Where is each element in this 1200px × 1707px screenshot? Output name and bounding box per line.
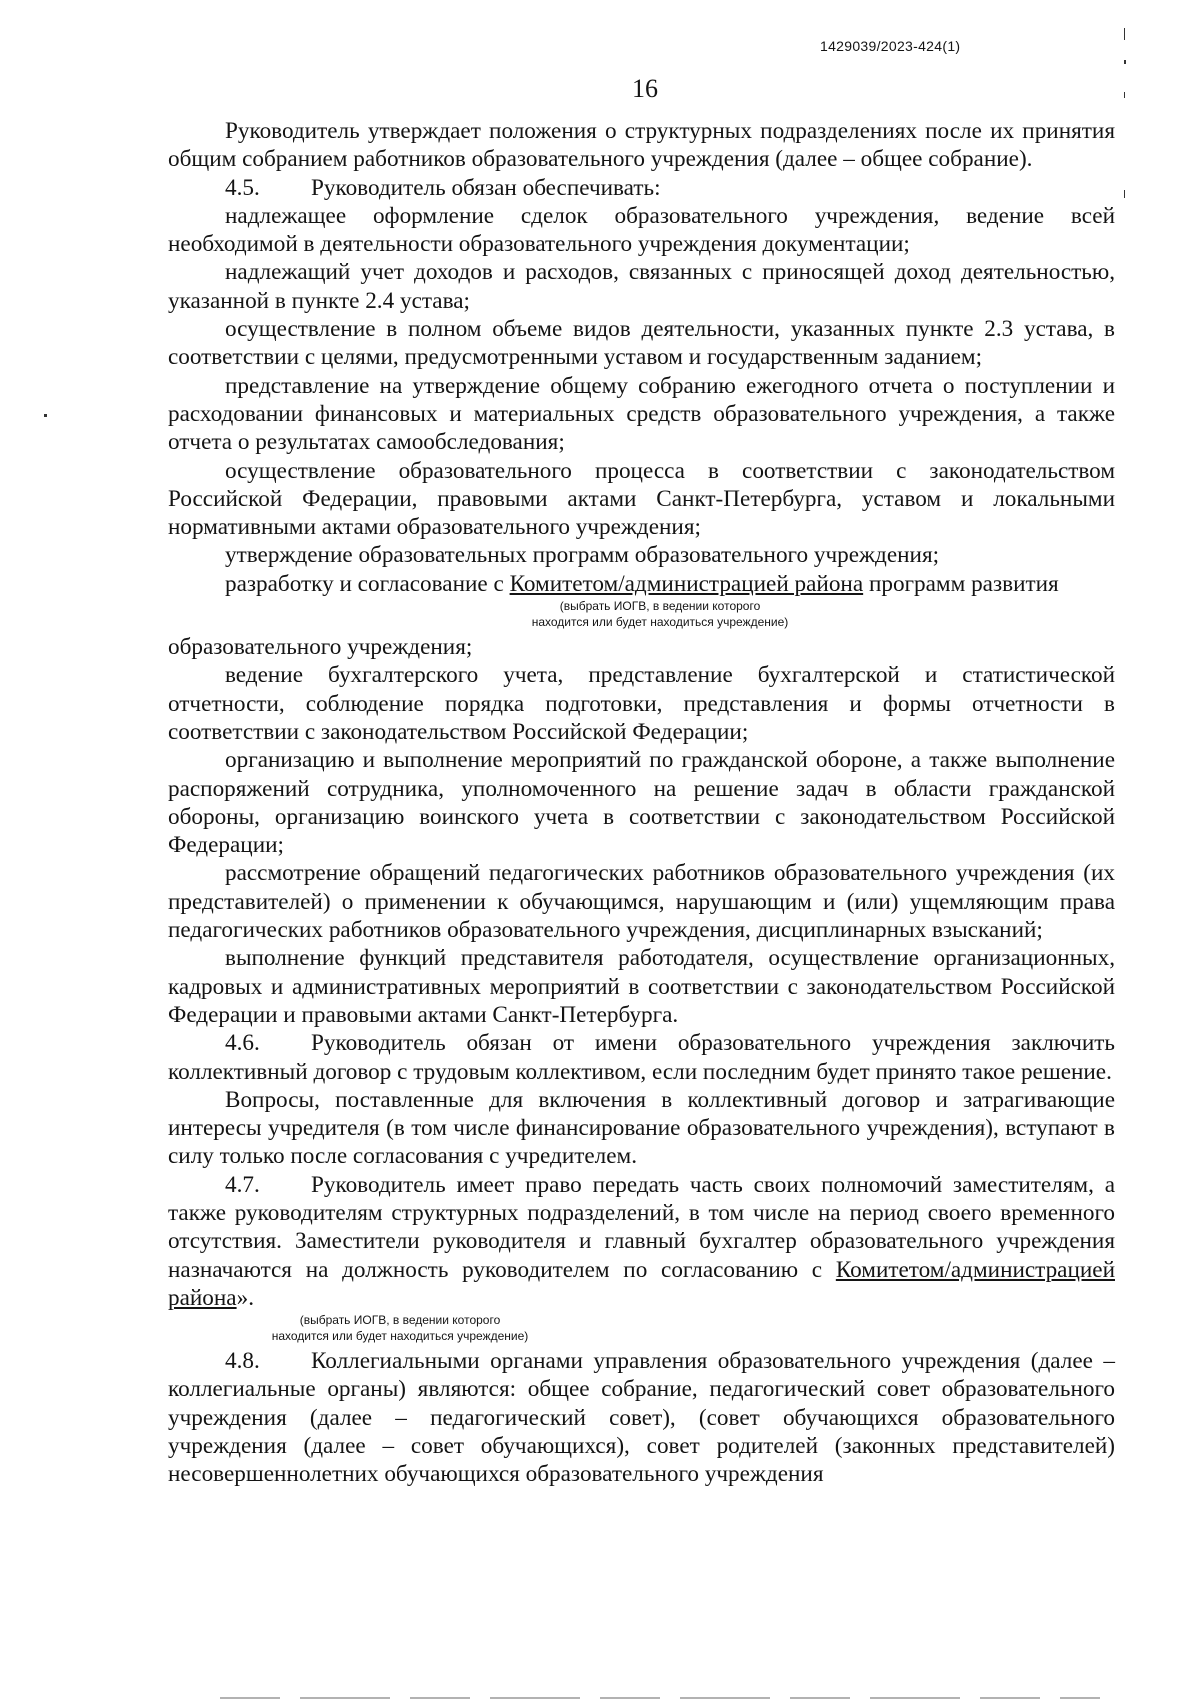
scan-bottom-edge: [220, 1697, 1100, 1699]
clause-text: Коллегиальными органами управления образовательного учреждения (далее – коллегиальные органы) являются: общее собрание, педагогический совет образовательного учреждения (далее – педагогический совет), (совет обучающихся образовательного учреждения (далее – совет обучающихся), совет родителей (законных представителей) несовершеннолетних обучающихся образовательного учреждения: [168, 1348, 1115, 1488]
text-fragment: ».: [236, 1284, 254, 1311]
document-registration-number: 1429039/2023-424(1): [820, 38, 961, 54]
clause-4-7: [168, 1171, 1115, 1312]
scan-mark: [1124, 92, 1125, 98]
committee-placeholder: Комитетом/администрацией района: [168, 1256, 1115, 1311]
scan-mark: [1124, 190, 1125, 198]
clause-text: Руководитель обязан обеспечивать:: [311, 174, 661, 201]
scan-mark: [1124, 28, 1125, 40]
duty-annual-report: представление на утверждение общему собранию ежегодного отчета о поступлении и расходовании финансовых и материальных средств образовательного учреждения, а также отчета о результатах самообследования;: [168, 372, 1115, 456]
clause-text: Руководитель имеет право передать часть своих полномочий заместителям, а также руководителям структурных подразделений, в том числе на период своего временного отсутствия. Заместители руководителя и главный бухгалтер образовательного учреждения назначаются на должность руководителем по согласованию с: [168, 1171, 1115, 1283]
clause-number: 4.8.: [225, 1348, 260, 1375]
paragraph-collective-agreement: Вопросы, поставленные для включения в коллективный договор и затрагивающие интересы учредителя (в том числе финансирование образовательного учреждения), вступают в силу только после согласования с учредителем.: [168, 1086, 1115, 1170]
page-number: 16: [632, 74, 658, 103]
scan-mark: [1124, 60, 1126, 64]
duty-development-programs: [168, 570, 1115, 598]
footnote-line: находится или будет находиться учреждение): [531, 614, 789, 629]
text-fragment: программ развития: [863, 570, 1059, 597]
duty-educational-process: осуществление образовательного процесса в соответствии с законодательством Российской Федерации, правовыми актами Санкт-Петербурга, уставом и локальными нормативными актами образовательного учреждения;: [168, 457, 1115, 541]
clause-4-6: [168, 1029, 1115, 1086]
duty-approve-programs: утверждение образовательных программ образовательного учреждения;: [225, 542, 940, 569]
scan-mark: [44, 414, 47, 417]
duty-civil-defense: организацию и выполнение мероприятий по гражданской обороне, а также выполнение распоряжений сотрудника, уполномоченного на решение задач в области гражданской обороны, организацию воинского учета в соответствии с законодательством Российской Федерации;: [168, 747, 1115, 859]
committee-placeholder: Комитетом/администрацией района: [509, 570, 864, 597]
duty-teacher-appeals: рассмотрение обращений педагогических работников образовательного учреждения (их представителей) о применении к обучающимся, нарушающим и (или) ущемляющим права педагогических работников образовательного учреждения, дисциплинарных взысканий;: [168, 860, 1115, 944]
clause-number: 4.7.: [225, 1171, 260, 1198]
footnote-line: находится или будет находиться учреждение): [271, 1328, 529, 1343]
duty-employer-functions: выполнение функций представителя работодателя, осуществление организационных, кадровых и административных мероприятий в соответствии с законодательством Российской Федерации и правовыми актами Санкт-Петербурга.: [168, 945, 1115, 1028]
duty-income-accounting: надлежащий учет доходов и расходов, связанных с приносящей доход деятельностью, указанной в пункте 2.4 устава;: [168, 259, 1115, 314]
footnote-line: (выбрать ИОГВ, в ведении которого: [559, 599, 761, 614]
clause-4-5: [168, 174, 1115, 202]
footnote-line: (выбрать ИОГВ, в ведении которого: [299, 1313, 501, 1328]
clause-number: 4.6.: [225, 1030, 260, 1057]
clause-4-8: [168, 1347, 1115, 1488]
footnote-select-authority: [465, 599, 855, 630]
document-body: [168, 117, 1115, 1489]
clause-number: 4.5.: [225, 174, 260, 201]
clause-text: Руководитель обязан от имени образовательного учреждения заключить коллективный договор с трудовым коллективом, если последним будет принято такое решение.: [168, 1030, 1115, 1085]
paragraph-structural-units: Руководитель утверждает положения о структурных подразделениях после их принятия общим собранием работников образовательного учреждения (далее – общее собрание).: [168, 118, 1115, 173]
paragraph-continuation: образовательного учреждения;: [168, 634, 473, 661]
text-fragment: разработку и согласование с: [225, 570, 510, 597]
duty-deals-documentation: надлежащее оформление сделок образовательного учреждения, ведение всей необходимой в деятельности образовательного учреждения документации;: [168, 202, 1115, 258]
duty-activities: осуществление в полном объеме видов деятельности, указанных пункте 2.3 устава, в соответствии с целями, предусмотренными уставом и государственным заданием;: [168, 316, 1115, 371]
duty-accounting: ведение бухгалтерского учета, представление бухгалтерской и статистической отчетности, соблюдение порядка подготовки, представления и формы отчетности в соответствии с законодательством Российской Федерации;: [168, 662, 1115, 745]
footnote-select-authority: [205, 1313, 595, 1344]
